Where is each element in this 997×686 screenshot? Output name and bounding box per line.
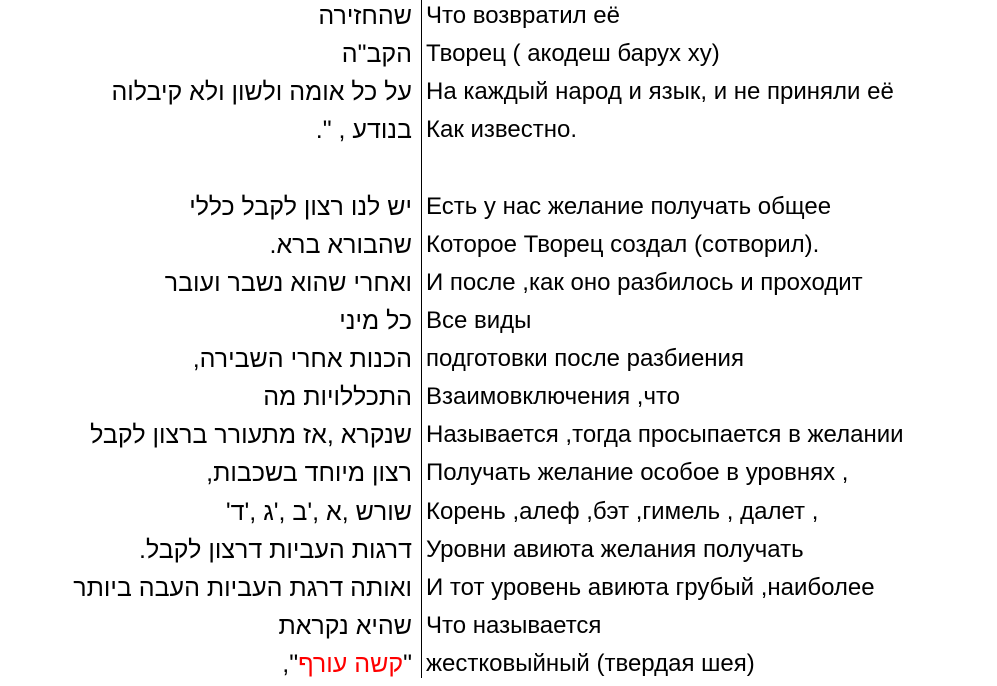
table-row <box>0 610 997 648</box>
table-row <box>0 0 997 38</box>
hebrew-text: שהבורא ברא. <box>269 231 412 259</box>
hebrew-text-with-highlight <box>282 648 412 686</box>
hebrew-text: שהחזירה <box>318 2 412 30</box>
russian-text: Уровни авиюта желания получать <box>426 536 804 563</box>
russian-text: Получать желание особое в уровнях , <box>426 459 849 486</box>
table-row <box>0 457 997 495</box>
table-row <box>0 381 997 419</box>
hebrew-text: דרגות העביות דרצון לקבל. <box>139 536 412 564</box>
russian-text: Которое Творец создал (сотворил). <box>426 231 820 258</box>
hebrew-text: ואותה דרגת העביות העבה ביותר <box>73 574 412 602</box>
russian-text: И тот уровень авиюта грубый ,наиболее <box>426 574 875 601</box>
hebrew-text: על כל אומה ולשון ולא קיבלוה <box>111 78 412 106</box>
table-row <box>0 648 997 686</box>
table-row <box>0 38 997 76</box>
hebrew-text: ואחרי שהוא נשבר ועובר <box>164 269 412 297</box>
russian-text: Называется ,тогда просыпается в желании <box>426 421 904 448</box>
hebrew-text: הקב"ה <box>341 40 412 68</box>
hebrew-text: רצון מיוחד בשכבות, <box>206 459 412 487</box>
hebrew-text: התכללויות מה <box>263 383 412 411</box>
russian-text: Корень ,алеф ,бэт ,гимель , далет , <box>426 498 819 525</box>
table-row <box>0 305 997 343</box>
russian-text: Все виды <box>426 307 532 334</box>
table-row <box>0 534 997 572</box>
table-row <box>0 419 997 457</box>
hebrew-text: יש לנו רצון לקבל כללי <box>189 193 412 221</box>
hebrew-text: שהיא נקראת <box>278 612 412 640</box>
table-row <box>0 229 997 267</box>
russian-text: Взаимовключения ,что <box>426 383 681 410</box>
hebrew-text: שורש ,א ,'ב ,'ג ,'ד' <box>225 498 412 526</box>
hebrew-text: הכנות אחרי השבירה, <box>192 345 412 373</box>
hebrew-text: בנודע , ". <box>315 116 412 144</box>
quote-comma: ", <box>282 650 299 678</box>
russian-text: подготовки после разбиения <box>426 345 744 372</box>
table-row <box>0 267 997 305</box>
russian-text: И после ,как оно разбилось и проходит <box>426 269 863 296</box>
hebrew-text: כל מיני <box>339 307 412 335</box>
russian-text: Что возвратил её <box>426 2 620 29</box>
russian-text: На каждый народ и язык, и не приняли её <box>426 78 894 105</box>
table-row <box>0 76 997 114</box>
russian-text: жестковыйный (твердая шея) <box>426 650 755 677</box>
russian-text: Есть у нас желание получать общее <box>426 193 832 220</box>
table-row <box>0 114 997 152</box>
table-row <box>0 496 997 534</box>
table-row <box>0 191 997 229</box>
highlighted-term: קשה עורף <box>298 650 404 678</box>
table-row <box>0 572 997 610</box>
russian-text: Творец ( акодеш барух ху) <box>426 40 720 67</box>
russian-text: Что называется <box>426 612 602 639</box>
russian-text: Как известно. <box>426 116 577 143</box>
hebrew-text: שנקרא ,אז מתעורר ברצון לקבל <box>90 421 412 449</box>
table-row-empty <box>0 152 997 190</box>
quote-mark: " <box>403 650 412 678</box>
table-row <box>0 343 997 381</box>
